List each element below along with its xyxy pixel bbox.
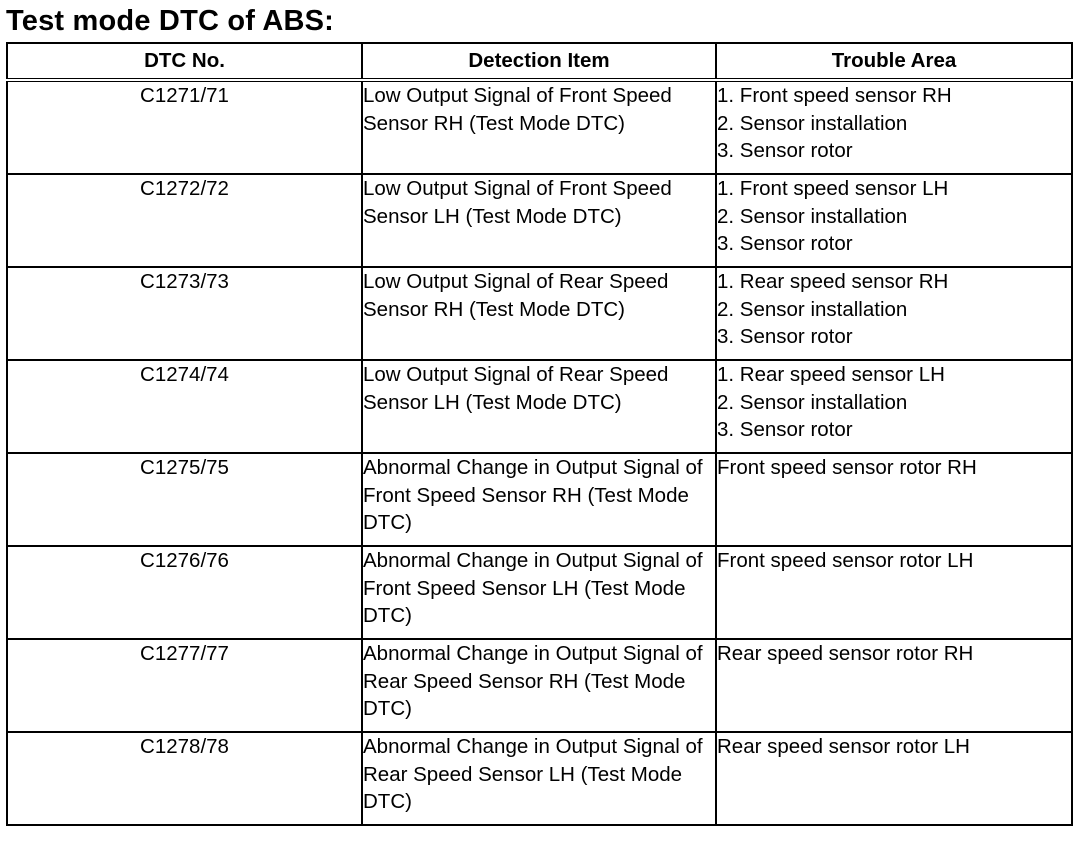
detection-item-cell [362, 174, 716, 267]
trouble-area-cell [716, 174, 1072, 267]
table-row [7, 639, 1072, 732]
dtc-code-cell: C1277/77 [7, 639, 362, 732]
trouble-area-item: Front speed sensor rotor RH [717, 456, 977, 479]
detection-item-text: Low Output Signal of Rear Speed Sensor RH (Test Mode DTC) [363, 270, 669, 321]
table-row [7, 546, 1072, 639]
column-header-trouble-area: Trouble Area [716, 43, 1072, 80]
detection-item-text: Abnormal Change in Output Signal of Rear Speed Sensor LH (Test Mode DTC) [363, 735, 703, 813]
detection-item-cell [362, 267, 716, 360]
column-header-detection-item: Detection Item [362, 43, 716, 80]
detection-item-text: Abnormal Change in Output Signal of Front Speed Sensor LH (Test Mode DTC) [363, 549, 703, 627]
trouble-area-item: Front speed sensor rotor LH [717, 549, 974, 572]
trouble-area-item: 2. Sensor installation [717, 111, 908, 135]
dtc-code-cell: C1276/76 [7, 546, 362, 639]
trouble-area-item: 3. Sensor rotor [717, 325, 853, 348]
trouble-area-item: 2. Sensor installation [717, 204, 908, 228]
trouble-area-cell [716, 639, 1072, 732]
table-row [7, 174, 1072, 267]
detection-item-text: Low Output Signal of Rear Speed Sensor LH (Test Mode DTC) [363, 363, 669, 414]
detection-item-text: Low Output Signal of Front Speed Sensor RH (Test Mode DTC) [363, 84, 672, 135]
detection-item-cell [362, 360, 716, 453]
trouble-area-item: Rear speed sensor rotor LH [717, 735, 970, 758]
column-header-dtc-no: DTC No. [7, 43, 362, 80]
dtc-code-cell: C1271/71 [7, 80, 362, 174]
trouble-area-item: 1. Rear speed sensor LH [717, 363, 945, 386]
trouble-area-cell [716, 360, 1072, 453]
table-row [7, 360, 1072, 453]
trouble-area-cell [716, 267, 1072, 360]
trouble-area-item: 1. Front speed sensor RH [717, 84, 952, 107]
detection-item-text: Abnormal Change in Output Signal of Rear Speed Sensor RH (Test Mode DTC) [363, 642, 703, 720]
trouble-area-item: 3. Sensor rotor [717, 418, 853, 441]
trouble-area-cell [716, 732, 1072, 825]
trouble-area-item: 1. Rear speed sensor RH [717, 270, 949, 293]
detection-item-text: Abnormal Change in Output Signal of Front Speed Sensor RH (Test Mode DTC) [363, 456, 703, 534]
table-row [7, 267, 1072, 360]
trouble-area-item: 3. Sensor rotor [717, 232, 853, 255]
table-row [7, 80, 1072, 174]
trouble-area-cell [716, 80, 1072, 174]
dtc-table [6, 42, 1073, 826]
dtc-code-cell: C1278/78 [7, 732, 362, 825]
detection-item-text: Low Output Signal of Front Speed Sensor LH (Test Mode DTC) [363, 177, 672, 228]
dtc-code-cell: C1274/74 [7, 360, 362, 453]
detection-item-cell [362, 80, 716, 174]
detection-item-cell [362, 639, 716, 732]
trouble-area-item: Rear speed sensor rotor RH [717, 642, 974, 665]
detection-item-cell [362, 546, 716, 639]
trouble-area-cell [716, 453, 1072, 546]
detection-item-cell [362, 732, 716, 825]
dtc-code-cell: C1273/73 [7, 267, 362, 360]
table-header-row [7, 43, 1072, 80]
dtc-code-cell: C1275/75 [7, 453, 362, 546]
dtc-code-cell: C1272/72 [7, 174, 362, 267]
trouble-area-item: 1. Front speed sensor LH [717, 177, 949, 200]
table-row [7, 732, 1072, 825]
table-row [7, 453, 1072, 546]
trouble-area-item: 3. Sensor rotor [717, 139, 853, 162]
trouble-area-item: 2. Sensor installation [717, 297, 908, 321]
trouble-area-item: 2. Sensor installation [717, 390, 908, 414]
page-title: Test mode DTC of ABS: [6, 5, 335, 37]
trouble-area-cell [716, 546, 1072, 639]
detection-item-cell [362, 453, 716, 546]
